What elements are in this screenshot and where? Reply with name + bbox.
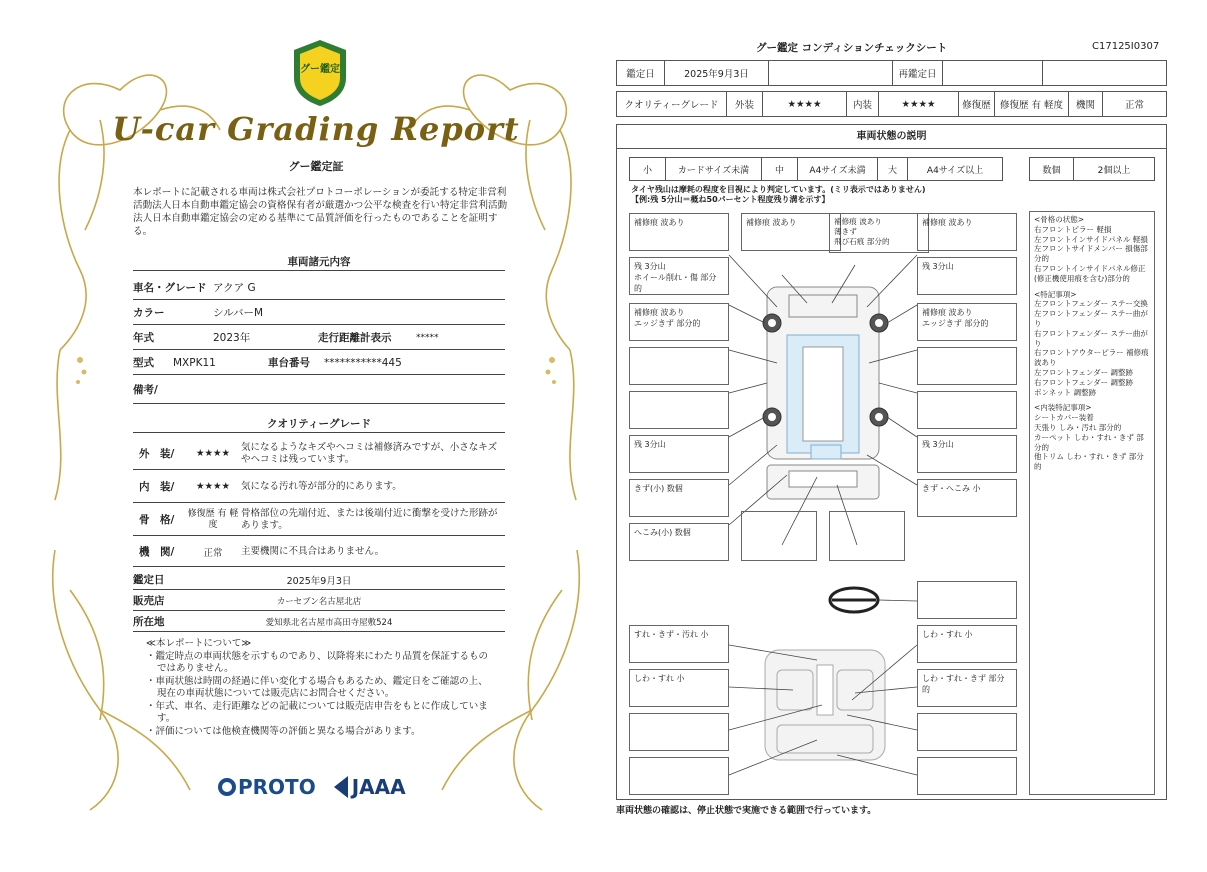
tire-note: タイヤ残山は摩耗の程度を目視により判定しています。(ミリ表示ではありません) 【例:残 5分山＝概ね50パーセント程度残り溝を示す】 [631,185,926,204]
car-name-value: アクア G [213,282,256,294]
quality-desc: 骨格部位の先端付近、または後端付近に衝撃を受けた形跡があります。 [241,507,498,531]
interior-value: ★★★★ [879,92,959,116]
color-value: シルバーM [213,307,264,319]
car-name-label: 車名・グレード [133,282,207,294]
damage-box-5: 残 3分山 ホイール削れ・傷 部分的 [629,257,729,295]
model-row [133,351,505,375]
damage-box-10: 残 3分山 [917,435,1017,473]
interior-label: 内装 [847,92,879,116]
exterior-label: 外装 [727,92,763,116]
year-label: 年式 [133,332,154,344]
year-value: 2023年 [213,332,251,344]
address-label: 所在地 [133,616,165,628]
quality-label: 骨 格/ [139,514,175,526]
count-legend: 数個 2個以上 [1029,157,1155,181]
jaaa-logo: JAAA [334,775,406,799]
grading-certificate [40,30,592,820]
damage-box-2: 補修痕 波あり [741,213,841,251]
repair-value: 修復歴 有 軽度 [995,92,1069,116]
color-label: カラー [133,307,165,319]
appraisal-date-label: 鑑定日 [617,61,665,85]
condition-section [616,124,1167,800]
report-notes [146,638,496,738]
remarks-row [133,376,505,404]
note-item: ・車両状態は時間の経過に伴い変化する場合もあるため、鑑定日をご確認の上、現在の車両状態については販売店にお問合せください。 [146,675,488,699]
exterior-value: ★★★★ [763,92,847,116]
quality-value: ★★★★ [195,481,231,492]
reappraisal-label: 再鑑定日 [893,61,943,85]
damage-box-3: 補修痕 波あり 薄きず 飛び石痕 部分的 [829,213,929,253]
appraisal-date-label: 鑑定日 [133,574,165,586]
damage-box-12: きず・へこみ 小 [917,479,1017,517]
damage-box-8: 補修痕 波あり エッジきず 部分的 [917,303,1017,341]
damage-box-7: 補修痕 波あり エッジきず 部分的 [629,303,729,341]
damage-box-empty [829,511,905,561]
quality-row-exterior [133,438,505,470]
proto-logo: PROTO [218,775,316,799]
damage-box-empty [917,391,1017,429]
quality-value: 修復歴 有 軽度 [187,508,239,530]
quality-row-frame [133,504,505,536]
damage-box-14: すれ・きず・汚れ 小 [629,625,729,663]
damage-box-empty [629,713,729,751]
damage-box-1: 補修痕 波あり [629,213,729,251]
damage-box-empty [917,757,1017,795]
quality-row-engine [133,537,505,567]
dealer-label: 販売店 [133,595,165,607]
remarks-label: 備考/ [133,384,158,396]
engine-value: 正常 [1124,100,1144,111]
quality-label: 内 装/ [139,481,175,493]
damage-box-16: しわ・すれ 小 [629,669,729,707]
quality-desc: 気になるようなキズやヘコミは補修済みですが、小さなキズやヘコミは残っています。 [241,441,498,465]
car-name-row [133,276,505,300]
condition-check-sheet [616,36,1168,816]
date-table [616,60,1167,86]
damage-box-empty [917,713,1017,751]
quality-label: 機 関/ [139,546,175,558]
damage-box-11: きず(小) 数個 [629,479,729,517]
damage-box-empty [629,391,729,429]
footer-logos [218,775,406,799]
engine-label: 機関 [1069,92,1103,116]
proto-mark-icon [218,778,236,796]
special-notes-head: <特記事項> [1034,289,1077,299]
note-item: ・評価については他検査機関等の評価と異なる場合があります。 [146,725,421,737]
model-value: MXPK11 [173,356,216,369]
appraisal-date-value: 2025年9月3日 [286,575,352,587]
note-item: ・鑑定時点の車両状態を示すものであり、以降将来にわたり品質を保証するものではありません。 [146,650,489,674]
quality-label: 外 装/ [139,448,175,460]
appraisal-date-value: 2025年9月3日 [665,61,769,85]
damage-box-9: 残 3分山 [629,435,729,473]
condition-title: 車両状態の説明 [617,125,1166,149]
damage-box-17: しわ・すれ・きず 部分的 [917,669,1017,707]
quality-value: ★★★★ [195,448,231,459]
dealer-row [133,591,505,611]
script-title: U-car Grading Report [112,110,520,148]
damage-box-empty [917,347,1017,385]
damage-box-13: へこみ(小) 数個 [629,523,729,561]
quality-section-title: クオリティーグレード [267,418,371,430]
damage-box-empty [917,581,1017,619]
appraisal-date-row [133,570,505,590]
damage-box-4: 補修痕 波あり [917,213,1017,251]
grade-table [616,91,1167,117]
side-notes: <骨格の状態> 右フロントピラー 軽損 左フロントインサイドパネル 軽損 左フロントサイドメンバー 損傷部分的 右フロントインサイドパネル修正(修正機使用痕を含む)部分的 <特記事項> 左フロントフェンダー ステー交換 左フロントフェンダー ステー曲がり 右フロントフェンダー ステー曲がり 右フロントアウターピラー 補修痕波あり 左フロントフェンダー 調整跡 右フロントフェンダー 調整跡 ボンネット 調整跡 <内装特記事項> シートカバー装着 天張り しみ・汚れ 部分的 カーペット しわ・すれ・きず 部分的 他トリム しわ・すれ・きず 部分的 [1029,211,1155,795]
dealer-value: カーセブン名古屋北店 [276,596,362,607]
address-value: 愛知県北名古屋市高田寺屋敷524 [265,617,393,628]
model-label: 型式 [133,357,154,369]
note-item: ・年式、車名、走行距離などの記載については販売店申告をもとに作成しています。 [146,700,488,724]
badge-text: グー鑑定 [300,64,340,75]
size-legend: 小 カードサイズ未満 中 A4サイズ未満 大 A4サイズ以上 [629,157,1003,181]
damage-box-empty [629,347,729,385]
chassis-label: 車台番号 [268,357,310,369]
mileage-value: ***** [416,332,439,343]
interior-notes-head: <内装特記事項> [1034,403,1092,413]
sheet-footer-note: 車両状態の確認は、停止状態で実施できる範囲で行っています。 [616,806,877,816]
spec-section-title: 車両諸元内容 [287,256,351,268]
certificate-intro: 本レポートに記載される車両は株式会社プロトコーポレーションが委託する特定非営利活動法人日本自動車鑑定協会の資格保有者が厳選かつ公平な検査を行い特定非営利活動法人日本自動車鑑定協会の定める基準にて品質評価を行ったものであることを証明する。 [133,187,508,237]
damage-box-6: 残 3分山 [917,257,1017,295]
sheet-code: C17125I0307 [1092,41,1160,52]
quality-value: 正常 [203,547,223,559]
address-row [133,612,505,632]
sheet-title: グー鑑定 コンディションチェックシート [756,42,948,54]
notes-title: ≪本レポートについて≫ [146,638,252,649]
jaaa-mark-icon [334,776,348,798]
certificate-subtitle: グー鑑定証 [288,160,344,173]
chassis-value: ***********445 [324,356,402,369]
year-row [133,326,505,350]
color-row [133,301,505,325]
quality-label: クオリティーグレード [617,92,727,116]
quality-desc: 気になる汚れ等が部分的にあります。 [241,480,402,492]
quality-desc: 主要機関に不具合はありません。 [241,545,385,557]
frame-notes-head: <骨格の状態> [1034,215,1085,224]
mileage-label: 走行距離計表示 [318,332,392,344]
damage-box-empty [629,757,729,795]
damage-box-empty [741,511,817,561]
damage-box-15: しわ・すれ 小 [917,625,1017,663]
quality-row-interior [133,471,505,503]
repair-label: 修復歴 [959,92,995,116]
